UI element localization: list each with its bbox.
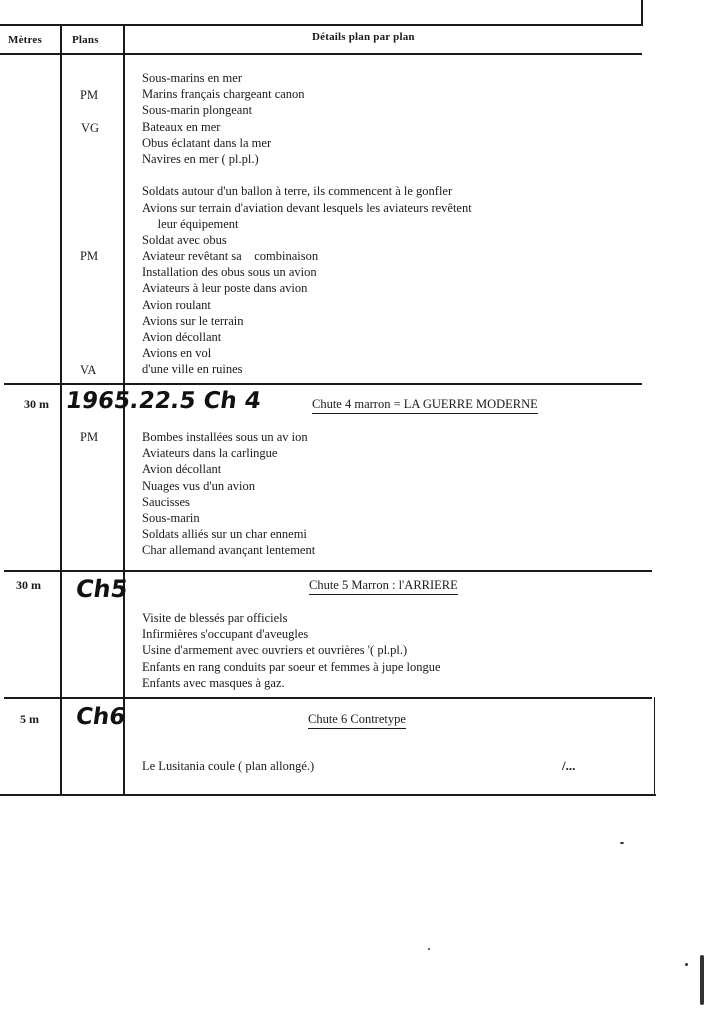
detail-line: Avion décollant xyxy=(142,330,222,344)
detail-line: Marins français chargeant canon xyxy=(142,87,305,102)
detail-line: Sous-marins en mer xyxy=(142,71,242,85)
plan-pm: PM xyxy=(80,249,99,263)
detail-line: Soldat avec obus xyxy=(142,232,227,247)
section-rule-1 xyxy=(4,383,642,385)
detail-line: Enfants en rang conduits par soeur et femmes à jupe longue xyxy=(142,659,441,674)
header-rule xyxy=(0,53,642,55)
header-details: Détails plan par plan xyxy=(312,31,415,43)
detail-line: Navires en mer ( pl.pl.) xyxy=(142,151,259,166)
section1-details xyxy=(142,429,315,559)
section2-handwritten-note: Ch5 xyxy=(74,575,130,603)
section3-detail-line: Le Lusitania coule ( plan allongé.) xyxy=(142,759,315,773)
plan-pm: PM xyxy=(80,430,99,444)
detail-line: Sous-marin plongeant xyxy=(142,103,253,118)
plan-pm: PM xyxy=(80,88,99,102)
detail-line: d'une ville en ruines xyxy=(142,362,243,377)
detail-line: Avions sur le terrain xyxy=(142,313,244,328)
scan-speck xyxy=(700,955,704,1005)
detail-line: Visite de blessés par officiels xyxy=(142,611,288,625)
section3-chute-title: Chute 6 Contretype xyxy=(308,712,406,729)
detail-line: Obus éclatant dans la mer xyxy=(142,135,272,150)
section-rule-3 xyxy=(4,697,652,699)
detail-line: Char allemand avançant lentement xyxy=(142,543,316,558)
scan-speck xyxy=(685,963,688,966)
scan-speck xyxy=(428,948,430,950)
section-rule-2 xyxy=(4,570,652,572)
section1-handwritten-note: 1965.22.5 Ch 4 xyxy=(64,388,263,414)
detail-line: Aviateurs à leur poste dans avion xyxy=(142,281,308,296)
section2-details xyxy=(142,610,441,691)
header-metres: Mètres xyxy=(8,34,42,46)
detail-line: Soldats autour d'un ballon à terre, ils commencent à le gonfler xyxy=(142,184,453,199)
detail-line: Usine d'armement avec ouvriers et ouvrières '( pl.pl.) xyxy=(142,643,408,658)
section3-metres: 5 m xyxy=(20,712,39,726)
right-edge xyxy=(641,0,643,26)
detail-line: Infirmières s'occupant d'aveugles xyxy=(142,627,309,642)
detail-line xyxy=(142,167,472,183)
detail-line: Avions sur terrain d'aviation devant lesquels les aviateurs revêtent xyxy=(142,200,472,215)
plan-vg: VG xyxy=(81,121,100,135)
detail-line: Avion roulant xyxy=(142,297,211,312)
section1-chute-title: Chute 4 marron = LA GUERRE MODERNE xyxy=(312,397,538,414)
right-edge-lower xyxy=(654,697,655,795)
column-divider-1 xyxy=(60,26,62,795)
detail-line: Saucisses xyxy=(142,494,190,509)
detail-line: Nuages vus d'un avion xyxy=(142,478,256,493)
section3-handwritten-note: Ch6 xyxy=(74,704,128,730)
section1-metres: 30 m xyxy=(24,397,49,411)
detail-line: Installation des obus sous un avion xyxy=(142,265,317,280)
plan-va: VA xyxy=(80,363,97,377)
top-rule xyxy=(0,24,642,26)
continuation-mark: /... xyxy=(562,758,576,773)
detail-line: Enfants avec masques à gaz. xyxy=(142,675,285,690)
section2-metres: 30 m xyxy=(16,578,41,592)
scan-speck xyxy=(620,842,624,844)
header-plans: Plans xyxy=(72,34,99,46)
bottom-rule xyxy=(0,794,656,796)
detail-line: leur équipement xyxy=(142,216,239,231)
detail-line: Avions en vol xyxy=(142,346,212,361)
detail-line: Aviateur revêtant sa combinaison xyxy=(142,249,319,264)
detail-line: Bateaux en mer xyxy=(142,119,221,134)
detail-line: Sous-marin xyxy=(142,510,200,525)
section0-details xyxy=(142,70,472,378)
detail-line: Aviateurs dans la carlingue xyxy=(142,446,278,461)
detail-line: Avion décollant xyxy=(142,462,222,477)
section2-chute-title: Chute 5 Marron : l'ARRIERE xyxy=(309,578,458,595)
detail-line: Soldats alliés sur un char ennemi xyxy=(142,527,307,542)
detail-line: Bombes installées sous un av ion xyxy=(142,430,308,444)
